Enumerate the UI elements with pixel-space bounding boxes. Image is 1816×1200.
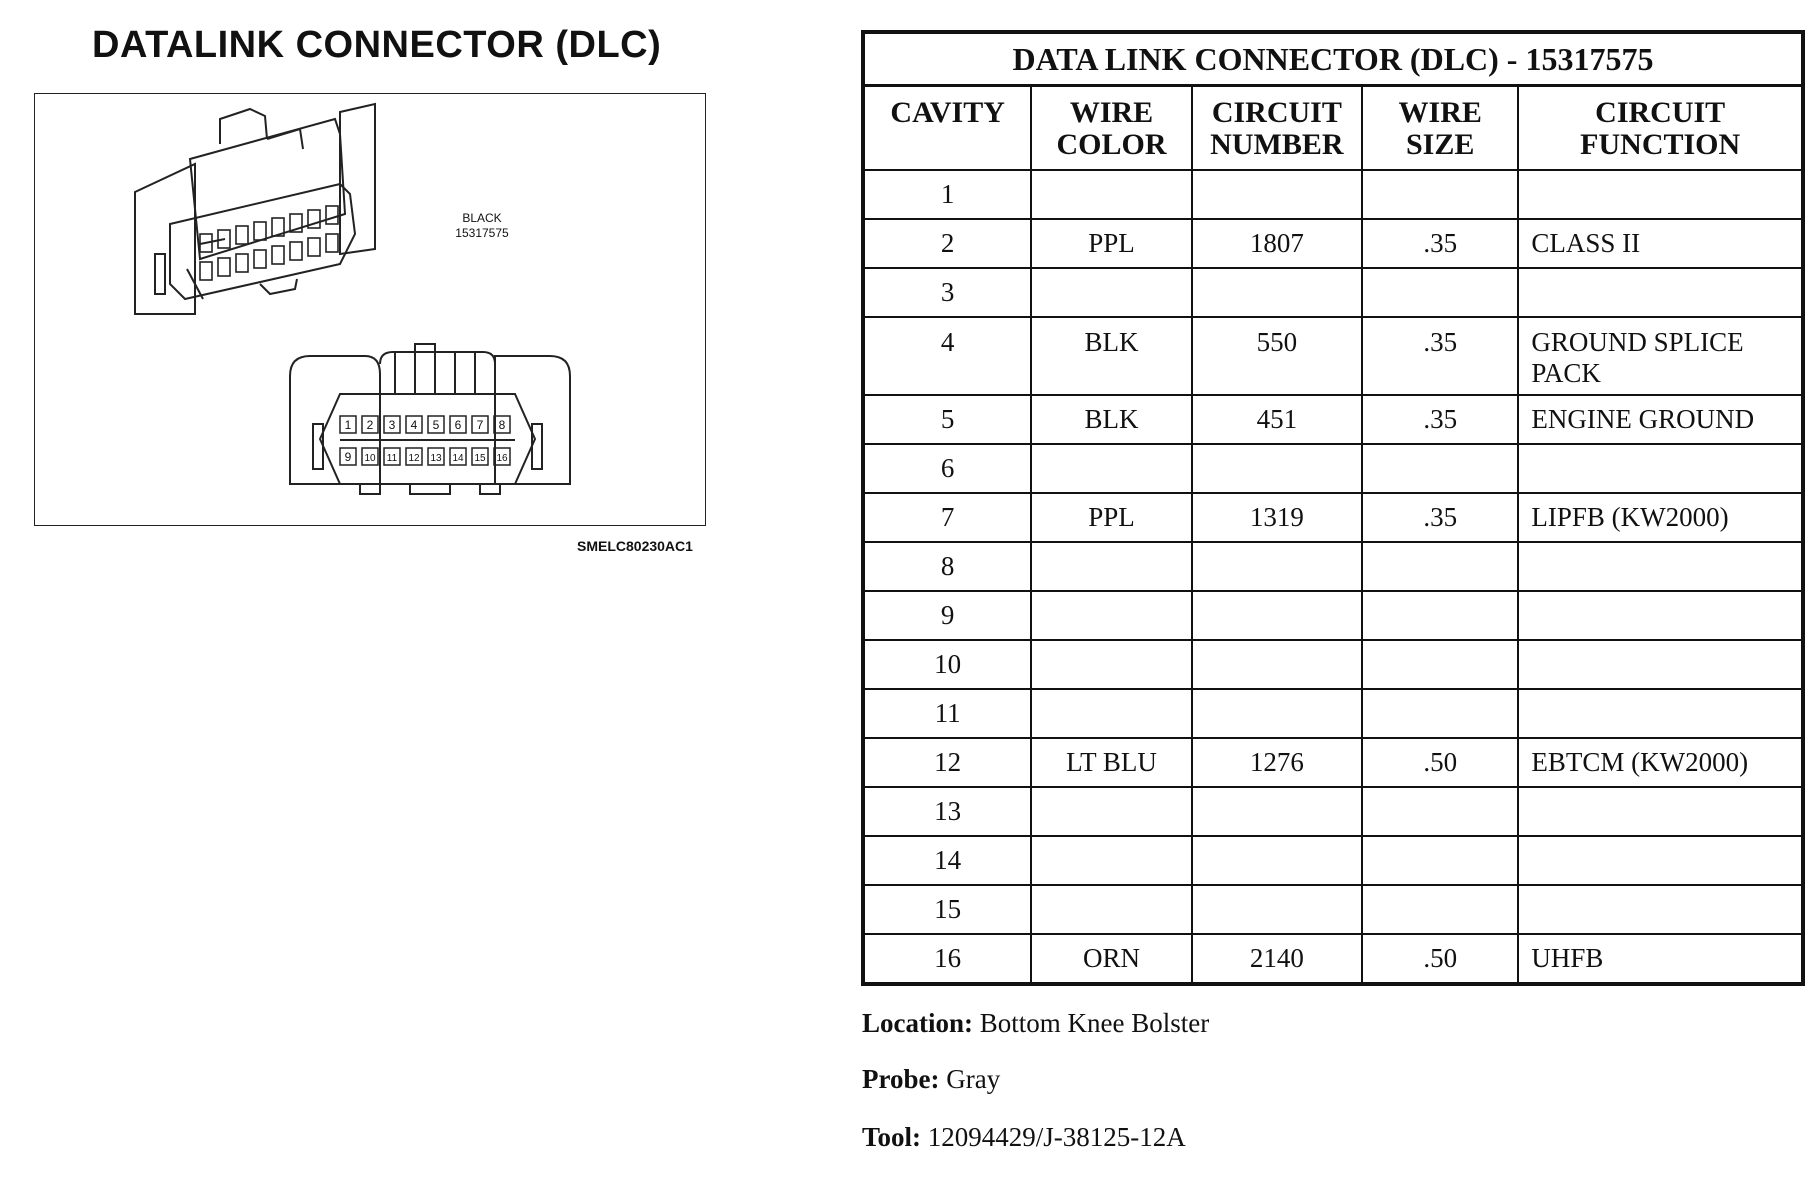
cell-function (1518, 170, 1803, 219)
pin-row-bottom (340, 448, 510, 465)
cell-cavity: 12 (863, 738, 1031, 787)
column-header-line: WIRE (1069, 96, 1154, 129)
column-header-line: CIRCUIT (1595, 96, 1726, 129)
pin-number: 4 (410, 418, 418, 432)
cell-cavity: 1 (863, 170, 1031, 219)
column-header-line: CAVITY (890, 96, 1005, 129)
cell-function: ENGINE GROUND (1518, 395, 1803, 444)
column-header (1031, 86, 1191, 170)
cell-circuit-number: 451 (1192, 395, 1362, 444)
cell-wire-color (1031, 268, 1191, 317)
pin-number: 1 (344, 418, 352, 432)
table-body (863, 170, 1803, 984)
column-header-line: CIRCUIT (1211, 96, 1342, 129)
table-row (863, 934, 1803, 984)
cell-wire-size: .35 (1362, 493, 1518, 542)
pin-number: 16 (496, 453, 508, 464)
table-row (863, 738, 1803, 787)
cell-function (1518, 885, 1803, 934)
cell-function (1518, 542, 1803, 591)
cell-wire-size: .35 (1362, 219, 1518, 268)
cell-function (1518, 591, 1803, 640)
cell-cavity: 8 (863, 542, 1031, 591)
cell-function: UHFB (1518, 934, 1803, 984)
cell-function (1518, 689, 1803, 738)
cell-cavity: 4 (863, 317, 1031, 395)
probe-label: Probe: (862, 1064, 940, 1094)
cell-cavity: 6 (863, 444, 1031, 493)
pin-number: 6 (454, 418, 462, 432)
pin-number: 9 (344, 450, 352, 464)
cell-wire-color: PPL (1031, 493, 1191, 542)
cell-cavity: 11 (863, 689, 1031, 738)
cell-wire-size (1362, 787, 1518, 836)
cell-circuit-number (1192, 444, 1362, 493)
table-row (863, 395, 1803, 444)
connector-color-label: BLACK (462, 211, 502, 225)
table-row (863, 268, 1803, 317)
cell-wire-color (1031, 444, 1191, 493)
pin-row-top (340, 416, 510, 433)
table-row (863, 219, 1803, 268)
cell-function (1518, 640, 1803, 689)
tool-value: 12094429/J-38125-12A (927, 1122, 1186, 1152)
cell-cavity: 9 (863, 591, 1031, 640)
pin-number: 13 (430, 453, 442, 464)
tool-line (862, 1122, 1186, 1153)
table-title: DATA LINK CONNECTOR (DLC) - 15317575 (863, 32, 1803, 86)
cell-wire-color (1031, 885, 1191, 934)
cell-circuit-number (1192, 268, 1362, 317)
table-row (863, 444, 1803, 493)
cell-wire-size: .35 (1362, 395, 1518, 444)
cell-cavity: 5 (863, 395, 1031, 444)
cell-wire-color (1031, 689, 1191, 738)
table-row (863, 787, 1803, 836)
table-row (863, 493, 1803, 542)
cell-wire-size: .50 (1362, 934, 1518, 984)
cell-circuit-number (1192, 836, 1362, 885)
cell-wire-size: .35 (1362, 317, 1518, 395)
cell-wire-size (1362, 542, 1518, 591)
column-header-line: SIZE (1406, 128, 1475, 161)
cell-cavity: 13 (863, 787, 1031, 836)
probe-line (862, 1064, 1000, 1095)
table-row (863, 170, 1803, 219)
cell-circuit-number: 1319 (1192, 493, 1362, 542)
connector-illustration (34, 93, 706, 526)
column-header-line: FUNCTION (1580, 128, 1741, 161)
location-label: Location: (862, 1008, 973, 1038)
cell-wire-color (1031, 542, 1191, 591)
pin-number: 15 (474, 453, 486, 464)
column-header-line: WIRE (1398, 96, 1482, 129)
cell-wire-size: .50 (1362, 738, 1518, 787)
cell-cavity: 3 (863, 268, 1031, 317)
cell-function (1518, 787, 1803, 836)
pin-number: 5 (432, 418, 440, 432)
cell-function: CLASS II (1518, 219, 1803, 268)
cell-wire-size (1362, 885, 1518, 934)
cell-circuit-number: 550 (1192, 317, 1362, 395)
tool-label: Tool: (862, 1122, 922, 1152)
cell-function (1518, 268, 1803, 317)
figure-code: SMELC80230AC1 (577, 538, 693, 554)
column-header (1362, 86, 1518, 170)
cell-circuit-number (1192, 170, 1362, 219)
cell-wire-color (1031, 787, 1191, 836)
connector-drawing (35, 94, 705, 525)
probe-value: Gray (946, 1064, 1001, 1094)
cell-wire-size (1362, 836, 1518, 885)
cell-wire-color: LT BLU (1031, 738, 1191, 787)
cell-wire-color (1031, 170, 1191, 219)
cell-cavity: 15 (863, 885, 1031, 934)
column-header-line: COLOR (1056, 128, 1167, 161)
pin-number: 14 (452, 453, 464, 464)
cell-function: EBTCM (KW2000) (1518, 738, 1803, 787)
cell-wire-color: BLK (1031, 317, 1191, 395)
location-value: Bottom Knee Bolster (979, 1008, 1210, 1038)
table-row (863, 542, 1803, 591)
cell-wire-color: ORN (1031, 934, 1191, 984)
cell-cavity: 7 (863, 493, 1031, 542)
cell-wire-size (1362, 268, 1518, 317)
connector-front-view (290, 344, 570, 494)
cell-wire-color: BLK (1031, 395, 1191, 444)
cell-circuit-number (1192, 885, 1362, 934)
cell-wire-color: PPL (1031, 219, 1191, 268)
table-row (863, 640, 1803, 689)
pin-number: 10 (364, 453, 376, 464)
table-row (863, 317, 1803, 395)
cell-wire-size (1362, 170, 1518, 219)
pin-number: 3 (388, 418, 396, 432)
dlc-pinout-table (861, 30, 1805, 986)
cell-wire-color (1031, 836, 1191, 885)
cell-wire-size (1362, 640, 1518, 689)
table-row (863, 689, 1803, 738)
cell-circuit-number (1192, 542, 1362, 591)
cell-wire-size (1362, 591, 1518, 640)
cell-cavity: 16 (863, 934, 1031, 984)
cell-circuit-number (1192, 689, 1362, 738)
cell-wire-size (1362, 444, 1518, 493)
cell-cavity: 2 (863, 219, 1031, 268)
cell-wire-color (1031, 591, 1191, 640)
table-header-row (863, 86, 1803, 170)
cell-function (1518, 836, 1803, 885)
cell-circuit-number: 1807 (1192, 219, 1362, 268)
cell-circuit-number: 1276 (1192, 738, 1362, 787)
column-header-line: NUMBER (1210, 128, 1344, 161)
table-row (863, 836, 1803, 885)
cell-function: GROUND SPLICE PACK (1518, 317, 1803, 395)
column-header (1518, 86, 1803, 170)
pin-number: 11 (386, 453, 398, 464)
cell-wire-color (1031, 640, 1191, 689)
cell-cavity: 14 (863, 836, 1031, 885)
cell-circuit-number (1192, 787, 1362, 836)
table-row (863, 591, 1803, 640)
cell-circuit-number: 2140 (1192, 934, 1362, 984)
pin-number: 7 (476, 418, 484, 432)
cell-cavity: 10 (863, 640, 1031, 689)
cell-circuit-number (1192, 640, 1362, 689)
column-header (863, 86, 1031, 170)
pin-number: 2 (366, 418, 374, 432)
pin-number: 8 (498, 418, 506, 432)
connector-part-label: 15317575 (455, 226, 509, 240)
cell-function: LIPFB (KW2000) (1518, 493, 1803, 542)
location-line (862, 1008, 1209, 1039)
cell-circuit-number (1192, 591, 1362, 640)
table-row (863, 885, 1803, 934)
pin-number: 12 (408, 453, 420, 464)
cell-wire-size (1362, 689, 1518, 738)
column-header (1192, 86, 1362, 170)
cell-function (1518, 444, 1803, 493)
connector-title: DATALINK CONNECTOR (DLC) (92, 24, 662, 66)
